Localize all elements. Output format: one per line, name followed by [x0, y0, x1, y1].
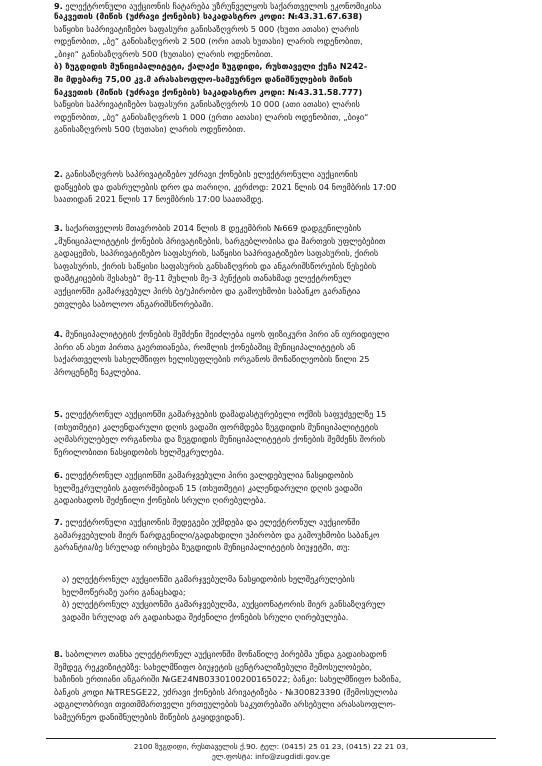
paragraph-line: შემდეგ რეკვიზიტებზე: სახელმწიფო ბიუჯეტის ცენტრალიზებული შემოსულობები,: [54, 661, 372, 672]
paragraph-line: გამარჯვებულის მიერ წარდგენილი/გადახდილი უპირობო და გამოუხმობი საბანკო: [54, 529, 380, 540]
paragraph-line: აღმასრულებელ ორგანოსა და ზუგდიდის მუნიციპალიტეტის ქონების შემძენს შორის: [54, 434, 386, 445]
paragraph-3: [54, 222, 500, 310]
paragraph-subitems: [62, 573, 508, 623]
paragraph-line: ადგილობრივი თვითმმართველი ერთეულების საკუთრებაში არსებული არასასოფლო-: [54, 699, 396, 710]
paragraph-line: მუნიციპალიტეტის ქონების შემძენი შეიძლება იყოს ფიზიკური პირი ან იურიდიული: [65, 329, 390, 339]
paragraph-number: 4.: [54, 329, 63, 339]
intro-block: [54, 10, 500, 136]
paragraph-number: 9.: [54, 1, 63, 11]
paragraph-line: ხელმოწერაზე უარი განაცხადა;: [62, 586, 186, 597]
intro-line: ბ) ზუგდიდის მუნიციპალიტეტი, ქალაქი ზუგდიდი, რუსთაველი ქუჩა N242-: [54, 61, 368, 72]
paragraph-2: [54, 168, 500, 206]
footer-divider: [46, 738, 496, 739]
paragraph-line: „მუნიციპალიტეტის ქონების პრივატიზების, სარგებლობისა და მართვის უფლებებით: [54, 235, 386, 246]
paragraph-line: საფასურის, ქირის საწყისი საფასურის განსაზღვრის და ანგარიშსწორების წესების: [54, 260, 377, 271]
paragraph-line: ხაზინის ერთიანი ანგარიში №GE24NB0330100200165022; ბანკი: სახელმწიფო ხაზინა,: [54, 674, 402, 685]
intro-line: ნაკვეთის (მიწის (უძრავი ქონების) საკადასტრო კოდი: №43.31.58.777): [54, 86, 363, 97]
paragraph-7: [54, 516, 500, 554]
paragraph-line: აუქციონში გამარჯვებულ პირს ბე/უპირობო და გამოუხმობი საბანკო გარანტია: [54, 285, 361, 296]
paragraph-number: 3.: [54, 223, 63, 233]
paragraph-line: წერილობითი ნასყიდობის ხელშეკრულება.: [54, 446, 225, 457]
paragraph-line: ბანკის კოდი №TRESGE22, უძრავი ქონების პრივატიზება - №300823390 (შემოსულობა: [54, 686, 398, 697]
paragraph-line: ბ) ელექტრონულ აუქციონში გამარჯვებულმა, აუქციონატორის მიერ განსაზღვრულ: [62, 599, 386, 610]
paragraph-line: დამტკიცების შესახებ“ მე-11 მუხლის მე-3 პუნქტის თანახმად ელექტრონულ: [54, 273, 352, 284]
intro-line: „ბიჯი“ განისაზღვროს 500 (ხუთასი) ლარის ოდენობით.: [54, 48, 274, 59]
paragraph-line: ა) ელექტრონულ აუქციონში გამარჯვებულმა ნასყიდობის ხელშეკრულების: [62, 574, 355, 584]
paragraph-number: 7.: [54, 517, 63, 527]
paragraph-line: (თხუთმეტი) კალენდარული დღის ვადაში ფორმდება ზუგდიდის მუნიციპალიტეტის: [54, 421, 379, 432]
footer-address: 2100 ზუგდიდი, რუსთაველის ქ.90. ტელ: (0415) 25 01 23, (0415) 22 21 03,: [133, 742, 409, 751]
paragraph-line: ელექტრონულ აუქციონში გამარჯვებული პირი ვალდებულია ნასყიდობის: [65, 470, 354, 480]
intro-line: ოდენობით, „ბე“ განისაზღვროს 2 500 (ორი ათას ხუთასი) ლარის ოდენობით,: [54, 36, 363, 47]
paragraph-line: ელექტრონული აუქციონის ჩატარება უზრუნველყოს საქართველოს ეკონომიკისა: [65, 1, 382, 11]
paragraph-line: სამეურნეო დანიშნულების მიწების გაყიდვიდან).: [54, 711, 246, 722]
intro-line: საწყისი საპრივატიზებო საფასური განისაზღვროს 10 000 (ათი ათასი) ლარის: [54, 99, 360, 110]
paragraph-line: ელექტრონულ აუქციონში გამარჯვების დამადასტურებელი ოქმის საფუძველზე 15: [65, 409, 387, 419]
paragraph-line: გარანტია/ბე სრულად ირიცხება ზუგდიდის მუნიციპალიტეტის ბიუჯეტში, თუ:: [54, 542, 351, 553]
paragraph-number: 6.: [54, 470, 63, 480]
paragraph-line: საათიდან 2021 წლის 17 ნოემბრის 17:00 საათამდე.: [54, 194, 264, 205]
paragraph-line: პროცენტზე ნაკლებია.: [54, 366, 142, 377]
footer: [46, 742, 496, 762]
paragraph-line: საქართველოს სახელმწიფო ხელისუფლების ორგანოს მონაწილეობის წილი 25: [54, 354, 370, 365]
paragraph-line: პირი ან ასეთ პირთა გაერთიანება, რომლის ქონებაშიც მუნიციპალიტეტის ან: [54, 341, 356, 352]
paragraph-8: [54, 648, 500, 724]
paragraph-5: [54, 408, 500, 458]
paragraph-number: 8.: [54, 649, 63, 659]
paragraph-line: გადაიხადოს შეძენილი ქონების სრული ღირებულება.: [54, 495, 267, 506]
intro-line: განისაზღვროს 500 (ხუთასი) ლარის ოდენობით.: [54, 124, 246, 135]
paragraph-line: გადაცემის, საპრივატიზებო საფასურის, საწყისი საპრივატიზებო საფასურის, ქირის: [54, 248, 379, 259]
intro-line: ნაკვეთის (მიწის (უძრავი ქონების) საკადასტრო კოდი: №43.31.67.638): [54, 11, 363, 21]
paragraph-number: 5.: [54, 409, 63, 419]
intro-line: ში მდებარე 75,00 კვ.მ არასასოფლო-სამეურნეო დანიშნულების მიწის: [54, 73, 353, 84]
paragraph-line: საბოლოო თანხა ელექტრონულ აუქციონში მონაწილე პირებმა უნდა გადაიხადონ: [65, 649, 387, 659]
paragraph-number: 2.: [54, 169, 63, 179]
paragraph-line: დაწყების და დასრულების დრო და თარიღი, კერძოდ: 2021 წლის 04 ნოემბრის 17:00: [54, 181, 397, 192]
paragraph-line: ელექტრონული აუქციონის შედეგები უქმდება და ელექტრონულ აუქციონში: [65, 517, 360, 527]
paragraph-4: [54, 328, 500, 378]
intro-line: საწყისი საპრივატიზებო საფასური განისაზღვროს 5 000 (ხუთი ათასი) ლარის: [54, 23, 360, 34]
footer-email: ელ.ფოსტა: info@zugdidi.gov.ge: [211, 752, 331, 761]
paragraph-9: [54, 0, 500, 13]
paragraph-line: განისაზღვროს საპრივატიზებო უძრავი ქონების ელექტრონული აუქციონის: [65, 169, 358, 179]
paragraph-line: ვადაში სრულად არ გადაიხადა შეძენილი ქონების სრული ღირებულება.: [62, 611, 349, 622]
paragraph-line: ეთვლება საბოლოო ანგარიშსწორებაში.: [54, 298, 214, 309]
intro-line: ოდენობით, „ბე“ განისაზღვროს 1 000 (ერთი ათასი) ლარის ოდენობით, „ბიჯი“: [54, 111, 369, 122]
paragraph-line: ხელშეკრულების გაფორმებიდან 15 (თხუთმეტი) კალენდარული დღის ვადაში: [54, 482, 363, 493]
paragraph-line: საქართველოს მთავრობის 2014 წლის 8 დეკემბრის №669 დადგენილების: [65, 223, 362, 233]
paragraph-6: [54, 469, 500, 507]
